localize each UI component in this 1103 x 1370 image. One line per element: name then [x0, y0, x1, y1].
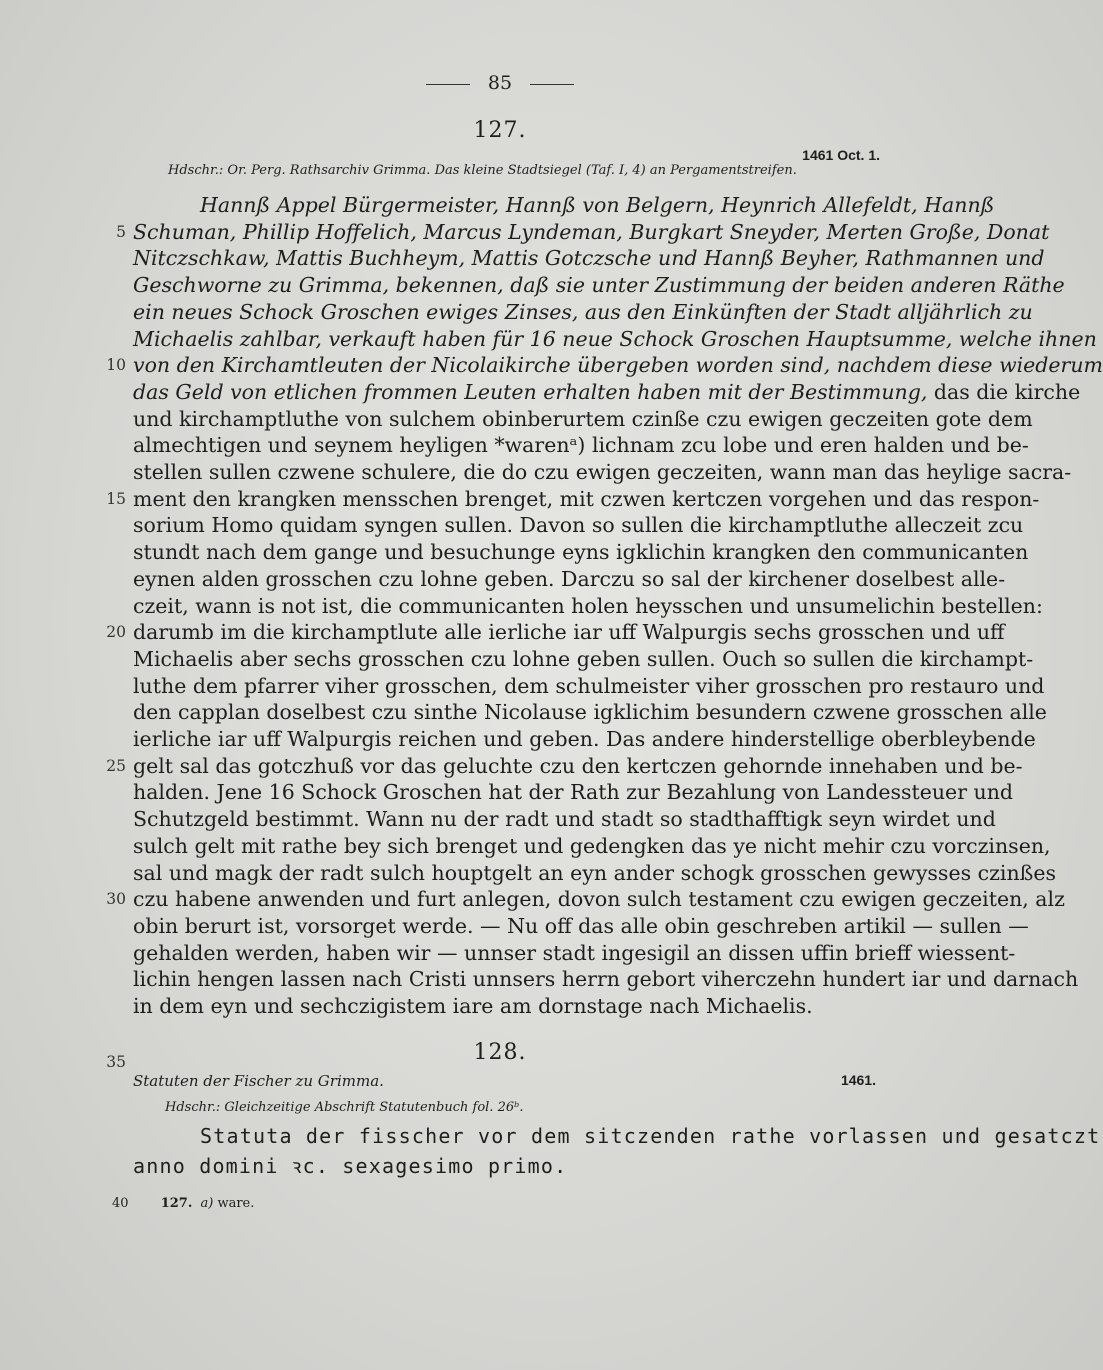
text-line: ment den krangken mensschen brenget, mit czwen kertczen vorgehen und das respon-: [133, 487, 1040, 511]
section-127-source: Hdschr.: Or. Perg. Rathsarchiv Grimma. Das kleine Stadtsiegel (Taf. I, 4) an Pergamentstreifen.: [168, 163, 797, 178]
section-128-title: Statuten der Fischer zu Grimma.: [133, 1072, 384, 1090]
text-line: czu habene anwenden und furt anlegen, dovon sulch testament czu ewigen geczeiten, alz: [133, 887, 1065, 911]
page-number: 85: [487, 72, 513, 94]
section-127-number: 127.: [473, 118, 527, 143]
section-128-source: Hdschr.: Gleichzeitige Abschrift Statutenbuch fol. 26ᵇ.: [165, 1100, 524, 1115]
text-line: eynen alden grosschen czu lohne geben. Darczu so sal der kirchener doselbest alle-: [133, 567, 1006, 591]
footnote-ref: 127.: [160, 1196, 193, 1211]
text-line: gehalden werden, haben wir — unnser stadt ingesigil an dissen uffin brieff wiessent-: [133, 941, 1016, 965]
text-line: Michaelis zahlbar, verkauft haben für 16 neue Schock Groschen Hauptsumme, welche ihnen: [133, 327, 1097, 351]
footnote-text: ware.: [217, 1196, 255, 1211]
text-line: halden. Jene 16 Schock Groschen hat der Rath zur Bezahlung von Landessteuer und: [133, 780, 1014, 804]
line-number-30: 30: [106, 890, 126, 908]
text-line: ierliche iar uff Walpurgis reichen und geben. Das andere hinderstellige oberbleybende: [133, 727, 1036, 751]
text-line: stellen sullen czwene schulere, die do czu ewigen geczeiten, wann man das heylige sacra-: [133, 460, 1072, 484]
text-line: stundt nach dem gange und besuchunge eyns igklichin krangken den communicanten: [133, 540, 1029, 564]
text-line: von den Kirchamtleuten der Nicolaikirche übergeben worden sind, nachdem diese wiederum: [133, 353, 1103, 377]
section-128-date: 1461.: [840, 1072, 876, 1088]
footnote-line-number: 40: [112, 1196, 129, 1211]
text-line: almechtigen und seynem heyligen *warenᵃ) lichnam zcu lobe und eren halden und be-: [133, 433, 1029, 457]
header-rule-left: [426, 84, 470, 85]
text-line: und kirchamptluthe von sulchem obinberurtem czinße czu ewigen geczeiten gote dem: [133, 407, 1033, 431]
text-line: Michaelis aber sechs grosschen czu lohne geben sullen. Ouch so sullen die kirchampt-: [133, 647, 1034, 671]
header-rule-right: [530, 84, 574, 85]
text-line: darumb im die kirchamptlute alle ierliche iar uff Walpurgis sechs grosschen und uff: [133, 620, 1005, 644]
footnote: [112, 1196, 254, 1211]
text-line: Schutzgeld bestimmt. Wann nu der radt und stadt so stadthafftigk seyn wirdet und: [133, 807, 996, 831]
text-line: das Geld von etlichen frommen Leuten erhalten haben mit der Bestimmung, das die kirche: [133, 380, 1081, 404]
line-number-25: 25: [106, 757, 126, 775]
section-128-text-line-2: anno domini ꝛc. sexagesimo primo.: [133, 1154, 568, 1178]
text-line: sorium Homo quidam syngen sullen. Davon so sullen die kirchamptluthe alleczeit zcu: [133, 513, 1024, 537]
italic-span: das Geld von etlichen frommen Leuten erhalten haben mit der Bestimmung,: [133, 380, 928, 404]
text-line: czeit, wann is not ist, die communicanten holen heysschen und unsumelichin bestellen:: [133, 594, 1043, 618]
text-line: den capplan doselbest czu sinthe Nicolause igklichim besundern czwene grosschen alle: [133, 700, 1047, 724]
page-header: [0, 72, 1000, 94]
text-line: lichin hengen lassen nach Cristi unnsers herrn gebort viherczehn hundert iar und darnach: [133, 967, 1079, 991]
text-line: ein neues Schock Groschen ewiges Zinses, aus den Einkünften der Stadt alljährlich zu: [133, 300, 1033, 324]
text-line: luthe dem pfarrer viher grosschen, dem schulmeister viher grosschen pro restauro und: [133, 674, 1045, 698]
text-line: gelt sal das gotczhuß vor das geluchte czu den kertczen gehornde innehaben und be-: [133, 754, 1023, 778]
line-number-15: 15: [106, 490, 126, 508]
text-line: in dem eyn und sechczigistem iare am dornstage nach Michaelis.: [133, 994, 813, 1018]
line-number-10: 10: [106, 356, 126, 374]
footnote-marker: a): [200, 1196, 214, 1211]
line-number-5: 5: [116, 223, 126, 241]
line-number-35: 35: [106, 1053, 126, 1071]
text-line: Schuman, Phillip Hoffelich, Marcus Lyndeman, Burgkart Sneyder, Merten Große, Donat: [133, 220, 1050, 244]
text-line: Nitczschkaw, Mattis Buchheym, Mattis Gotczsche und Hannß Beyher, Rathmannen und: [133, 246, 1045, 270]
section-127-date: 1461 Oct. 1.: [802, 147, 880, 163]
text-line: obin berurt ist, vorsorget werde. — Nu off das alle obin geschreben artikil — sullen —: [133, 914, 1029, 938]
section-128-number: 128.: [473, 1040, 527, 1065]
text-line: sal und magk der radt sulch houptgelt an eyn ander schogk grosschen gewysses czinßes: [133, 861, 1057, 885]
section-128-text-line-1: Statuta der fisscher vor dem sitczenden rathe vorlassen und gesatczt: [200, 1124, 1101, 1148]
line-number-20: 20: [106, 623, 126, 641]
text-line: Hannß Appel Bürgermeister, Hannß von Belgern, Heynrich Allefeldt, Hannß: [200, 193, 995, 217]
text-line: sulch gelt mit rathe bey sich brenget und gedengken das ye nicht mehir czu vorczinsen,: [133, 834, 1051, 858]
text-line: Geschworne zu Grimma, bekennen, daß sie unter Zustimmung der beiden anderen Räthe: [133, 273, 1065, 297]
